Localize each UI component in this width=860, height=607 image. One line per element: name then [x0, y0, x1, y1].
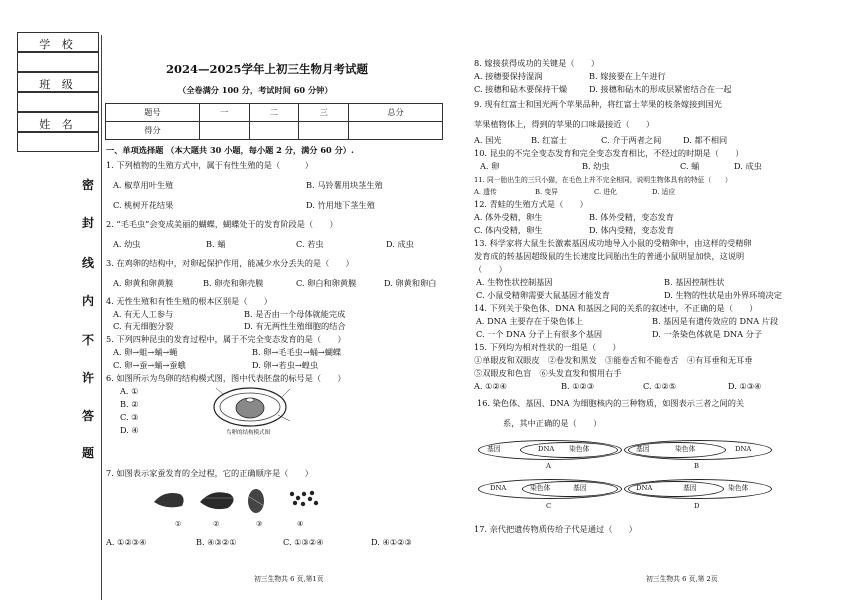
page-footer: 初三生物共 6 页,第1页 [254, 575, 324, 583]
question-text: 9. 现有红富士和国光两个苹果品种，将红富士苹果的枝条嫁接到国光 [474, 99, 722, 109]
binding-line [101, 35, 102, 600]
venn-label: 染色体 [675, 445, 696, 453]
question-text: 12. 青蛙的生殖方式是（ ） [474, 199, 588, 209]
option-text: A. ①②④ [474, 381, 508, 391]
question-text: ⑤双眼皮和色盲 ⑥头发直发和惯用右手 [474, 368, 622, 378]
option-text: C. 进化 [594, 188, 617, 196]
figure-label: ② [213, 520, 220, 528]
question-text: 16. 染色体、基因、DNA 为细胞核内的三种物质，如图表示三者之间的关 [477, 398, 745, 408]
option-text: A. ① [120, 386, 139, 396]
option-text: B. ④③②① [196, 537, 237, 547]
venn-label: 染色体 [530, 484, 551, 492]
option-text: A. 卵 [480, 161, 500, 171]
option-text: C. ①②⑤ [643, 381, 677, 391]
score-input-cell[interactable] [349, 122, 443, 140]
option-text: A. ①②③④ [106, 537, 147, 547]
exam-title: 2024—2025学年上初三生物月考试题 [166, 62, 369, 76]
score-input-cell[interactable] [299, 122, 349, 140]
option-text: C. 介于两者之间 [601, 135, 662, 145]
option-text: B. 蛹 [206, 239, 226, 249]
question-text: 13. 科学家将大鼠生长激素基因成功地导入小鼠的受精卵中，由这样的受精卵 [474, 238, 752, 248]
option-text: C. 一个 DNA 分子上有很多个基因 [476, 329, 603, 339]
school-label: 学 校 [39, 38, 77, 51]
seal-char: 线 [82, 256, 95, 270]
option-text: C. 小鼠受精卵需要大鼠基因才能发育 [476, 290, 610, 300]
option-text: A. 卵黄和卵黄膜 [113, 278, 174, 288]
seal-char: 许 [82, 371, 95, 385]
score-header-cell: 总分 [349, 104, 443, 122]
option-text: B. ② [120, 399, 139, 409]
silkworm-stages-figure [152, 484, 332, 520]
page-footer: 初三生物共 6 页,第 2页 [646, 575, 718, 583]
score-header-cell: 题号 [106, 104, 200, 122]
option-text: C. 卵白和卵黄膜 [296, 278, 357, 288]
seal-char: 答 [82, 409, 95, 423]
option-text: A. 体外受精，卵生 [474, 212, 543, 222]
venn-label: 基因 [683, 484, 697, 492]
option-text: B. 红富士 [531, 135, 567, 145]
seal-char: 不 [82, 333, 95, 347]
option-text: A. 椒草用叶生殖 [113, 180, 174, 190]
question-text: 14. 下列关于染色体、DNA 和基因之间的关系的叙述中，不正确的是（ ） [474, 303, 758, 313]
option-text: C. ③ [120, 412, 139, 422]
question-text: 5. 下列四种昆虫的发育过程中，属于不完全变态发育的是（ ） [106, 334, 346, 344]
option-text: B. ①②③ [561, 381, 595, 391]
venn-label: DNA [636, 484, 653, 492]
question-text: 1. 下列植物的生殖方式中，属于有性生殖的是（ ） [106, 160, 313, 170]
option-text: D. 竹用地下茎生殖 [306, 200, 375, 210]
question-text: 11. 同一胎出生的三只小猫，在毛色上并不完全相同，说明生物体具有的特征（ ） [474, 176, 732, 184]
venn-label: 染色体 [728, 484, 749, 492]
option-text: B. 是否由一个母体就能完成 [244, 309, 346, 319]
option-text: D. 有无两性生殖细胞的结合 [244, 321, 346, 331]
question-text: 3. 在鸡卵的结构中，对卵起保护作用，能减少水分丢失的是（ ） [106, 258, 354, 268]
option-text: A. 有无人工参与 [113, 309, 174, 319]
question-text: （ ） [474, 264, 507, 274]
option-text: B. 基因是有遗传效应的 DNA 片段 [652, 316, 779, 326]
option-text: A. 国光 [474, 135, 502, 145]
option-text: A. 幼虫 [113, 239, 141, 249]
score-label-cell: 得分 [106, 122, 200, 140]
venn-label: 基因 [487, 445, 501, 453]
option-text: C. 若虫 [296, 239, 324, 249]
school-input-cell[interactable] [17, 52, 99, 72]
option-text: A. 遗传 [474, 188, 497, 196]
question-text: 系，其中正确的是（ ） [503, 418, 602, 428]
seal-char: 题 [82, 446, 95, 460]
score-input-cell[interactable] [199, 122, 249, 140]
option-text: D. ④ [120, 425, 139, 435]
class-label: 班 级 [39, 78, 77, 91]
venn-label: 染色体 [569, 445, 590, 453]
seal-char: 封 [82, 216, 95, 230]
option-text: A. 卵→蛆→蛹→蝇 [113, 347, 178, 357]
venn-option-label: C [546, 502, 552, 510]
question-text: 8. 嫁接获得成功的关键是（ ） [474, 58, 600, 68]
option-text: C. 接穗和砧木要保持干燥 [474, 84, 568, 94]
option-text: D. ④①②③ [371, 537, 412, 547]
score-header-cell: 三 [299, 104, 349, 122]
option-text: D. 成虫 [386, 239, 414, 249]
question-text: 苹果植物体上，得到的苹果的口味最接近（ ） [474, 119, 655, 129]
question-text: ①单眼皮和双眼皮 ②卷发和黑发 ③能卷舌和不能卷舌 ④有耳垂和无耳垂 [474, 355, 753, 365]
option-text: B. 幼虫 [582, 161, 610, 171]
question-text: 15. 下列均为相对性状的一组是（ ） [474, 342, 621, 352]
option-text: D. 体内受精，变态发育 [589, 225, 675, 235]
venn-label: DNA [538, 445, 555, 453]
section-heading: 一、单项选择题 （本大题共 30 小题，每小题 2 分，满分 60 分）. [106, 145, 354, 155]
option-text: D. 接穗和砧木的形成层紧密结合在一起 [589, 84, 732, 94]
option-text: C. 桃树开花结果 [113, 200, 174, 210]
score-header-cell: 二 [249, 104, 299, 122]
question-text: 6. 如图所示为鸟卵的结构模式图，图中代表胚盘的标号是（ ） [106, 373, 346, 383]
option-text: C. 有无细胞分裂 [113, 321, 174, 331]
student-info-box [17, 32, 99, 152]
figure-caption: 鸟卵的结构模式图 [226, 430, 271, 436]
figure-label: ① [175, 520, 182, 528]
venn-label: 基因 [573, 484, 587, 492]
option-text: A. DNA 主要存在于染色体上 [476, 316, 584, 326]
option-text: B. 嫁接要在上午进行 [589, 71, 666, 81]
figure-label: ③ [256, 520, 263, 528]
option-text: C. 蛹 [680, 161, 700, 171]
score-header-cell: 一 [199, 104, 249, 122]
option-text: D. 生物的性状是由外界环境决定 [664, 290, 782, 300]
option-text: C. 卵→蚕→蛹→蚕蛾 [113, 360, 186, 370]
option-text: C. ①③②④ [283, 537, 324, 547]
figure-label: ④ [297, 520, 304, 528]
class-input-cell[interactable] [17, 92, 99, 112]
venn-option-label: D [694, 502, 700, 510]
venn-label: DNA [735, 445, 752, 453]
venn-option-label: B [694, 462, 699, 470]
seal-char: 内 [82, 294, 95, 308]
name-label: 姓 名 [39, 118, 77, 131]
option-text: D. 都不相同 [683, 135, 728, 145]
option-text: D. 卵黄和卵白 [384, 278, 437, 288]
option-text: D. 适应 [652, 188, 676, 196]
question-text: 4. 无性生殖和有性生殖的根本区别是（ ） [106, 296, 272, 306]
option-text: B. 变异 [535, 188, 558, 196]
option-text: B. 基因控制性状 [664, 277, 725, 287]
score-table [105, 103, 443, 140]
venn-label: DNA [490, 484, 507, 492]
name-input-cell[interactable] [17, 132, 99, 152]
exam-subtitle: （全卷满分 100 分，考试时间 60 分钟） [178, 85, 333, 95]
question-text: 17. 亲代把遗传物质传给子代是通过（ ） [474, 524, 637, 534]
option-text: D. ①③④ [728, 381, 762, 391]
question-text: 2. “毛毛虫”会变成美丽的蝴蝶，蝴蝶处于的发育阶段是（ ） [106, 219, 338, 229]
seal-char: 密 [82, 178, 95, 192]
question-text: 10. 昆虫的不完全变态发育和完全变态发育相比，不经过的时期是（ ） [474, 148, 744, 158]
question-text: 发育成的转基因超级鼠的生长速度比同胎出生的普通小鼠明显加快，这说明 [474, 251, 745, 261]
venn-option-label: A [546, 462, 551, 470]
option-text: B. 卵→毛毛虫→蛹→蝴蝶 [252, 347, 342, 357]
score-input-cell[interactable] [249, 122, 299, 140]
venn-label: 基因 [636, 445, 650, 453]
option-text: A. 接穗要保持湿润 [474, 71, 543, 81]
option-text: B. 卵壳和卵壳膜 [203, 278, 264, 288]
option-text: B. 体外受精，变态发育 [589, 212, 674, 222]
option-text: D. 卵→若虫→蝗虫 [252, 360, 319, 370]
option-text: D. 一条染色体就是 DNA 分子 [652, 329, 763, 339]
option-text: B. 马铃薯用块茎生殖 [306, 180, 383, 190]
question-text: 7. 如图表示家蚕发育的全过程，它的正确顺序是（ ） [106, 468, 313, 478]
option-text: D. 成虫 [734, 161, 762, 171]
option-text: C. 体内受精，卵生 [474, 225, 543, 235]
option-text: A. 生物性状控制基因 [476, 277, 553, 287]
